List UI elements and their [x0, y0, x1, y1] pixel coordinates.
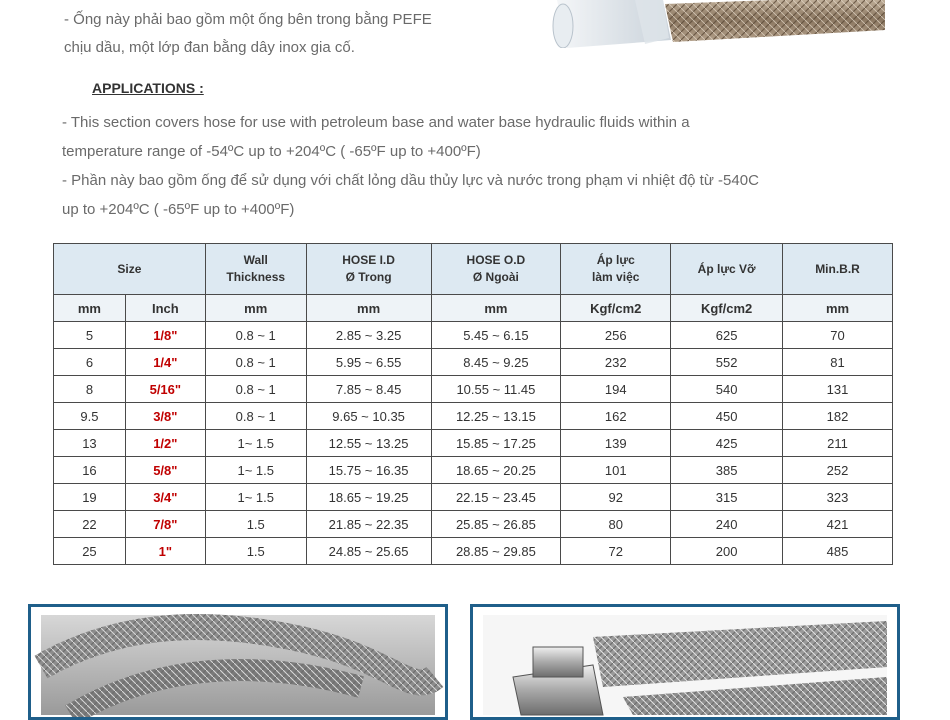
cell-working-pressure: 194 [561, 376, 671, 403]
cell-min-bend-radius: 211 [783, 430, 893, 457]
hose-photo-left [28, 604, 448, 720]
cell-min-bend-radius: 252 [783, 457, 893, 484]
table-row [54, 457, 893, 484]
cell-size-inch: 1/4" [125, 349, 205, 376]
cell-working-pressure: 72 [561, 538, 671, 565]
unit-cell: Kgf/cm2 [671, 295, 783, 322]
header-burst-pressure: Áp lực Vỡ [671, 244, 783, 295]
hose-end-illustration [545, 0, 885, 48]
cell-hose-id: 5.95 ~ 6.55 [306, 349, 431, 376]
cell-hose-od: 12.25 ~ 13.15 [431, 403, 561, 430]
cell-min-bend-radius: 70 [783, 322, 893, 349]
cell-burst-pressure: 200 [671, 538, 783, 565]
intro-text [64, 6, 534, 62]
cell-size-inch: 3/4" [125, 484, 205, 511]
cell-wall-thickness: 1~ 1.5 [205, 430, 306, 457]
table-row [54, 403, 893, 430]
cell-min-bend-radius: 323 [783, 484, 893, 511]
cell-hose-od: 18.65 ~ 20.25 [431, 457, 561, 484]
cell-hose-id: 7.85 ~ 8.45 [306, 376, 431, 403]
hose-fitting-illustration [473, 607, 897, 717]
cell-wall-thickness: 1.5 [205, 511, 306, 538]
table-row [54, 484, 893, 511]
table-row [54, 349, 893, 376]
braided-hose-coil-illustration [31, 607, 445, 717]
table-row [54, 430, 893, 457]
cell-burst-pressure: 240 [671, 511, 783, 538]
cell-min-bend-radius: 485 [783, 538, 893, 565]
cell-hose-od: 8.45 ~ 9.25 [431, 349, 561, 376]
applications-en-line-2: temperature range of -54ºC up to +204ºC ( -65ºF up to +400ºF) [62, 143, 481, 160]
cell-working-pressure: 101 [561, 457, 671, 484]
unit-cell: Kgf/cm2 [561, 295, 671, 322]
table-row [54, 538, 893, 565]
cell-working-pressure: 92 [561, 484, 671, 511]
cell-wall-thickness: 1~ 1.5 [205, 484, 306, 511]
unit-cell: mm [306, 295, 431, 322]
cell-burst-pressure: 552 [671, 349, 783, 376]
cell-wall-thickness: 1~ 1.5 [205, 457, 306, 484]
cell-hose-id: 21.85 ~ 22.35 [306, 511, 431, 538]
intro-line-1: - Ống này phải bao gồm một ống bên trong bằng PEFE [64, 11, 432, 28]
cell-size-inch: 7/8" [125, 511, 205, 538]
cell-size-mm: 19 [54, 484, 126, 511]
table-row [54, 322, 893, 349]
cell-min-bend-radius: 182 [783, 403, 893, 430]
table-row [54, 376, 893, 403]
cell-hose-od: 5.45 ~ 6.15 [431, 322, 561, 349]
cell-burst-pressure: 425 [671, 430, 783, 457]
table-header-row [54, 244, 893, 295]
table-row [54, 511, 893, 538]
unit-cell: Inch [125, 295, 205, 322]
cell-size-mm: 16 [54, 457, 126, 484]
cell-size-mm: 25 [54, 538, 126, 565]
cell-size-mm: 8 [54, 376, 126, 403]
header-working-pressure: Áp lực làm việc [561, 244, 671, 295]
cell-size-mm: 22 [54, 511, 126, 538]
cell-hose-id: 9.65 ~ 10.35 [306, 403, 431, 430]
header-min-bend-radius: Min.B.R [783, 244, 893, 295]
cell-size-mm: 9.5 [54, 403, 126, 430]
cell-size-mm: 5 [54, 322, 126, 349]
cell-size-inch: 5/8" [125, 457, 205, 484]
cell-wall-thickness: 0.8 ~ 1 [205, 403, 306, 430]
cell-hose-od: 15.85 ~ 17.25 [431, 430, 561, 457]
cell-burst-pressure: 315 [671, 484, 783, 511]
cell-size-inch: 1/2" [125, 430, 205, 457]
cell-size-mm: 6 [54, 349, 126, 376]
cell-hose-id: 18.65 ~ 19.25 [306, 484, 431, 511]
cell-min-bend-radius: 131 [783, 376, 893, 403]
cell-hose-id: 2.85 ~ 3.25 [306, 322, 431, 349]
cell-burst-pressure: 385 [671, 457, 783, 484]
table-units-row [54, 295, 893, 322]
cell-burst-pressure: 540 [671, 376, 783, 403]
header-hose-od: HOSE O.D Ø Ngoài [431, 244, 561, 295]
intro-line-2: chịu dầu, một lớp đan bằng dây inox gia cố. [64, 39, 355, 56]
cell-size-inch: 5/16" [125, 376, 205, 403]
cell-working-pressure: 80 [561, 511, 671, 538]
cell-wall-thickness: 0.8 ~ 1 [205, 349, 306, 376]
applications-vi-line-2: up to +204ºC ( -65ºF up to +400ºF) [62, 201, 295, 218]
unit-cell: mm [205, 295, 306, 322]
cell-hose-od: 22.15 ~ 23.45 [431, 484, 561, 511]
applications-en-line-1: - This section covers hose for use with petroleum base and water base hydraulic fluids within a [62, 114, 690, 131]
cell-size-inch: 3/8" [125, 403, 205, 430]
unit-cell: mm [54, 295, 126, 322]
cell-hose-od: 10.55 ~ 11.45 [431, 376, 561, 403]
applications-text [62, 108, 902, 224]
unit-cell: mm [783, 295, 893, 322]
header-wall-thickness: Wall Thickness [205, 244, 306, 295]
hose-hero-image [545, 0, 885, 48]
hose-spec-table [53, 243, 893, 565]
hose-photo-right [470, 604, 900, 720]
cell-size-inch: 1" [125, 538, 205, 565]
cell-size-mm: 13 [54, 430, 126, 457]
cell-wall-thickness: 0.8 ~ 1 [205, 322, 306, 349]
cell-hose-id: 12.55 ~ 13.25 [306, 430, 431, 457]
applications-heading: APPLICATIONS : [92, 80, 204, 96]
cell-working-pressure: 139 [561, 430, 671, 457]
cell-hose-od: 28.85 ~ 29.85 [431, 538, 561, 565]
cell-wall-thickness: 1.5 [205, 538, 306, 565]
cell-size-inch: 1/8" [125, 322, 205, 349]
applications-vi-line-1: - Phần này bao gồm ống để sử dụng với chất lỏng dầu thủy lực và nước trong phạm vi nhiệt độ từ -540C [62, 172, 759, 189]
cell-working-pressure: 162 [561, 403, 671, 430]
cell-burst-pressure: 450 [671, 403, 783, 430]
unit-cell: mm [431, 295, 561, 322]
cell-burst-pressure: 625 [671, 322, 783, 349]
cell-hose-od: 25.85 ~ 26.85 [431, 511, 561, 538]
cell-min-bend-radius: 421 [783, 511, 893, 538]
cell-working-pressure: 256 [561, 322, 671, 349]
cell-min-bend-radius: 81 [783, 349, 893, 376]
cell-hose-id: 24.85 ~ 25.65 [306, 538, 431, 565]
header-hose-id: HOSE I.D Ø Trong [306, 244, 431, 295]
cell-hose-id: 15.75 ~ 16.35 [306, 457, 431, 484]
cell-working-pressure: 232 [561, 349, 671, 376]
cell-wall-thickness: 0.8 ~ 1 [205, 376, 306, 403]
header-size: Size [54, 244, 206, 295]
